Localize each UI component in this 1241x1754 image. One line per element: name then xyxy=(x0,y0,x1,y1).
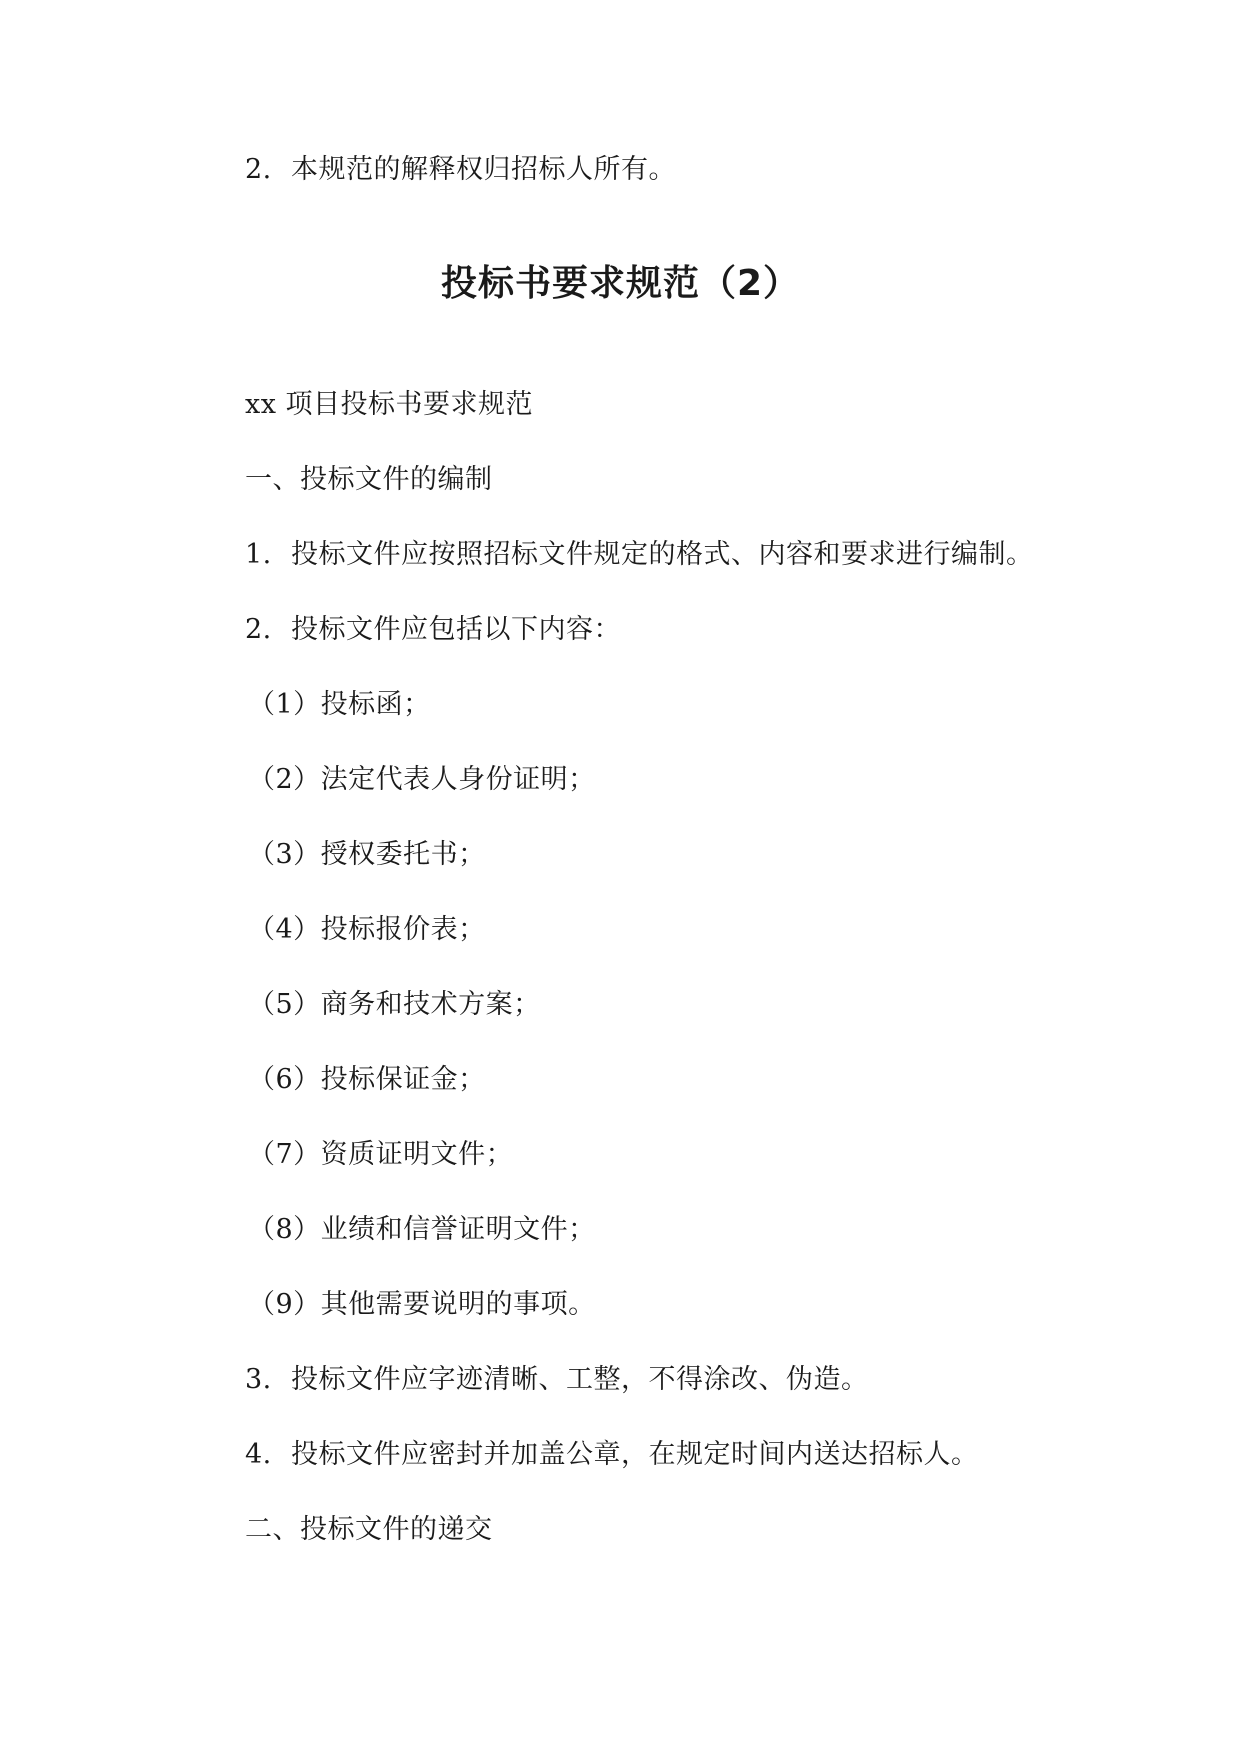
item-text: 本规范的解释权归招标人所有。 xyxy=(291,154,676,185)
section-heading-2: 二、投标文件的递交 xyxy=(245,1514,493,1545)
item-number: 2. xyxy=(245,154,272,185)
carryover-item xyxy=(245,152,676,188)
item-number: 3. xyxy=(245,1364,272,1395)
sub-item-1: （1）投标函； xyxy=(248,689,431,720)
sub-item-9: （9）其他需要说明的事项。 xyxy=(248,1289,596,1320)
item-text: 投标文件应按照招标文件规定的格式、内容和要求进行编制。 xyxy=(291,539,1034,570)
sub-item-3: （3）授权委托书； xyxy=(248,839,486,870)
sub-item-5: （5）商务和技术方案； xyxy=(248,989,541,1020)
item-number: 1. xyxy=(245,539,272,570)
item-text: 投标文件应包括以下内容： xyxy=(291,614,621,645)
item-1 xyxy=(245,537,1034,573)
item-text: 投标文件应密封并加盖公章，在规定时间内送达招标人。 xyxy=(291,1439,979,1470)
item-number: 2. xyxy=(245,614,272,645)
item-number: 4. xyxy=(245,1439,272,1470)
section-heading-1: 一、投标文件的编制 xyxy=(245,464,493,495)
document-title: 投标书要求规范（2） xyxy=(440,263,801,304)
sub-item-7: （7）资质证明文件； xyxy=(248,1139,514,1170)
project-heading: xx 项目投标书要求规范 xyxy=(245,389,534,420)
item-text: 投标文件应字迹清晰、工整，不得涂改、伪造。 xyxy=(291,1364,869,1395)
sub-item-4: （4）投标报价表； xyxy=(248,914,486,945)
item-2 xyxy=(245,612,621,648)
item-3 xyxy=(245,1362,869,1398)
sub-item-6: （6）投标保证金； xyxy=(248,1064,486,1095)
sub-item-8: （8）业绩和信誉证明文件； xyxy=(248,1214,596,1245)
sub-item-2: （2）法定代表人身份证明； xyxy=(248,764,596,795)
item-4 xyxy=(245,1437,979,1473)
